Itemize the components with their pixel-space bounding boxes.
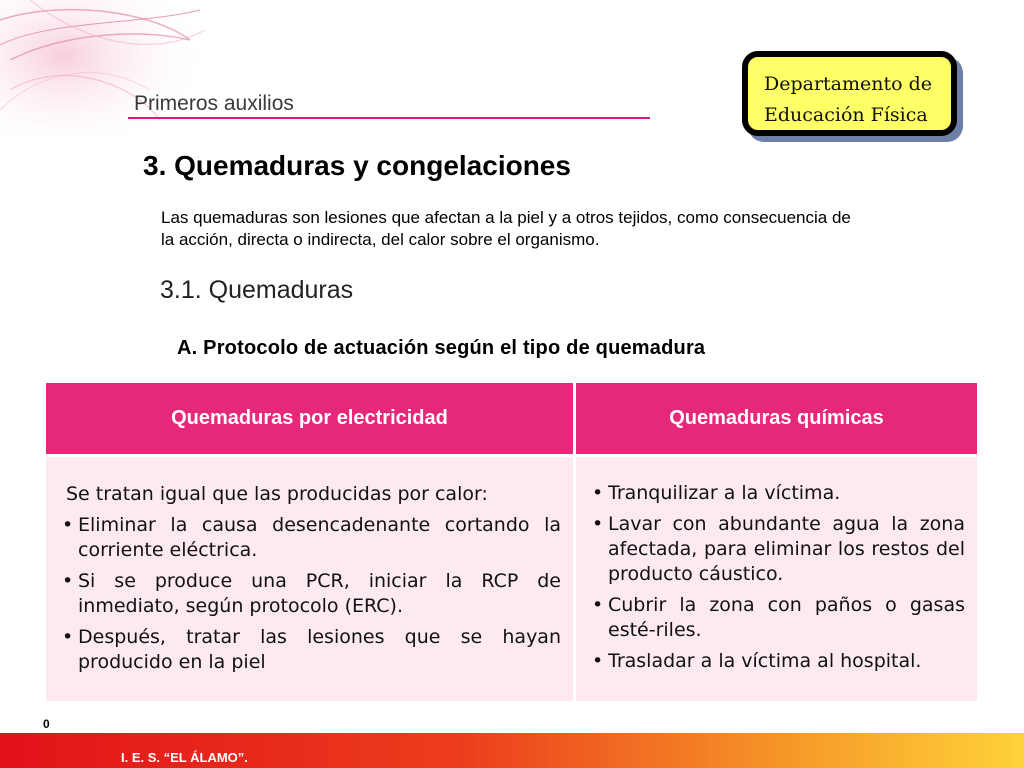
header-divider <box>128 117 650 119</box>
department-badge <box>742 51 957 136</box>
intro-paragraph: Las quemaduras son lesiones que afectan a la piel y a otros tejidos, como consecuencia de la acción, directa o indirecta, del calor sobre el organismo. <box>161 208 851 249</box>
department-line-1: Departamento de <box>764 73 933 95</box>
list-item: • Después, tratar las lesiones que se hayan producido en la piel <box>62 625 561 675</box>
page-number: 0 <box>43 717 50 731</box>
table-header-electricity: Quemaduras por electricidad <box>46 383 576 454</box>
section-title: Primeros auxilios <box>134 92 294 115</box>
protocol-table <box>46 383 977 701</box>
list-item: • Tranquilizar a la víctima. <box>592 481 965 506</box>
table-cell-electricity <box>46 454 576 701</box>
subsection-title: 3.1. Quemaduras <box>160 276 354 304</box>
list-item: • Si se produce una PCR, iniciar la RCP de inmediato, según protocolo (ERC). <box>62 569 561 619</box>
electricity-intro: Se tratan igual que las producidas por calor: <box>66 483 488 505</box>
electricity-list <box>62 513 561 675</box>
footer-school-name: I. E. S. “EL ÁLAMO”. <box>121 750 248 765</box>
protocol-title: A. Protocolo de actuación según el tipo de quemadura <box>177 337 706 359</box>
list-item: • Trasladar a la víctima al hospital. <box>592 649 965 674</box>
table-header-chemical: Quemaduras químicas <box>576 383 977 454</box>
department-line-2: Educación Física <box>764 104 928 126</box>
list-item: • Eliminar la causa desencadenante cortando la corriente eléctrica. <box>62 513 561 563</box>
list-item: • Lavar con abundante agua la zona afectada, para eliminar los restos del producto cáustico. <box>592 512 965 587</box>
list-item: • Cubrir la zona con paños o gasas esté-riles. <box>592 593 965 643</box>
chemical-list <box>592 481 965 674</box>
page-title: 3. Quemaduras y congelaciones <box>143 150 571 181</box>
decorative-swirl <box>0 0 210 140</box>
table-cell-chemical <box>576 454 977 701</box>
